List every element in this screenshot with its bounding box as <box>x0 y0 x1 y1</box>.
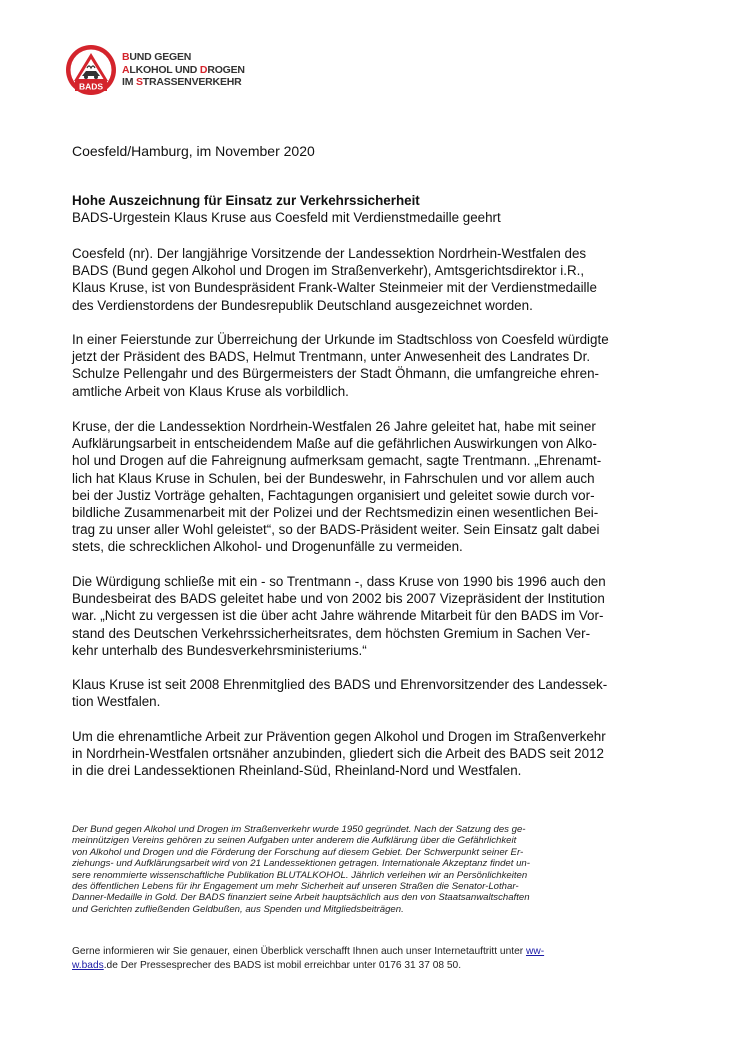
website-link-continued[interactable]: w.bads <box>72 959 104 971</box>
paragraph-intro: Coesfeld (nr). Der langjährige Vorsitzende der Landessektion Nordrhein-Westfalen des BADS (Bund gegen Alkohol und Drogen im Straßenverkehr), Amtsgerichtsdirektor i.R., Klaus Kruse, ist von Bundespräsident Frank-Walter Steinmeier mit der Verdienstmedaille des Verdienstordens der Bundesrepublik Deutschland ausgezeichnet worden. <box>72 246 597 313</box>
paragraph-ceremony: In einer Feierstunde zur Überreichung der Urkunde im Stadtschloss von Coesfeld würdigte jetzt der Präsident des BADS, Helmut Trentmann, unter Anwesenheit des Landrates Dr. Schulze Pellengahr und des Bürgermeisters der Stadt Öhmann, die umfangreiche ehren- amtliche Arbeit von Klaus Kruse als vorbildlich. <box>72 332 609 399</box>
paragraph-honorary: Klaus Kruse ist seit 2008 Ehrenmitglied des BADS und Ehrenvorsitzender des Landessek- tion Westfalen. <box>72 677 608 710</box>
website-link[interactable]: ww- <box>525 946 545 957</box>
headline: Hohe Auszeichnung für Einsatz zur Verkehrssicherheit <box>72 193 420 208</box>
bads-logo-icon <box>65 44 117 96</box>
paragraph-regions: Um die ehrenamtliche Arbeit zur Prävention gegen Alkohol und Drogen im Straßenverkehr in Nordrhein-Westfalen ortsnäher anzubinden, gliedert sich die Arbeit des BADS seit 2012 in die drei Landessektionen Rheinland-Süd, Rheinland-Nord und Westfalen. <box>72 729 606 779</box>
subheadline: BADS-Urgestein Klaus Kruse aus Coesfeld mit Verdienstmedaille geehrt <box>72 210 501 225</box>
logo-wordmark: BUND GEGEN ALKOHOL UND DROGEN IM STRASSENVERKEHR <box>122 51 245 88</box>
logo-badge-text: BADS <box>78 81 104 92</box>
dateline: Coesfeld/Hamburg, im November 2020 <box>72 143 315 159</box>
footer-contact: Gerne informieren wir Sie genauer, einen Überblick verschafft Ihnen auch unser Internetauftritt unter ww- w.bads.de Der Pressesprecher des BADS ist mobil erreichbar unter 0176 31 37 08 50. <box>72 946 545 971</box>
bads-logo[interactable] <box>65 44 265 96</box>
footer-about: Der Bund gegen Alkohol und Drogen im Straßenverkehr wurde 1950 gegründet. Nach der Satzung des ge- meinnützigen Vereins gehören zu seinen Aufgaben unter anderem die Aufklärung über die Gefährlichkeit von Alkohol und Drogen und die Förderung der Forschung auf diesem Gebiet. Der Schwerpunkt seiner Er- ziehungs- und Aufklärungsarbeit wird von 21 Landessektionen getragen. Internationale Akzeptanz findet un- sere renommierte wissenschaftliche Publikation BLUTALKOHOL. Jährlich verleihen wir an Persönlichkeiten des öffentlichen Lebens für ihr Engagement um mehr Sicherheit auf unseren Straßen die Senator-Lothar- Danner-Medaille in Gold. Der BADS finanziert seine Arbeit hauptsächlich aus den von Staatsanwaltschaften und Gerichten zufließenden Geldbußen, aus Spenden und Mitgliedsbeiträgen. <box>72 824 530 915</box>
paragraph-achievements: Kruse, der die Landessektion Nordrhein-Westfalen 26 Jahre geleitet hat, habe mit seiner Aufklärungsarbeit in entscheidendem Maße auf die gefährlichen Auswirkungen von Alko- hol und Drogen auf die Fahreignung aufmerksam gemacht, sagte Trentmann. „Ehrenamt- lich hat Klaus Kruse in Schulen, bei der Bundeswehr, in Fahrschulen und vor allem auch bei der Justiz Vorträge gehalten, Fachtagungen organisiert und geleitet sowie durch vor- bildliche Zusammenarbeit mit der Polizei und der Rechtsmedizin einen wesentlichen Bei- trag zu unser aller Wohl geleistet“, so der BADS-Präsident weiter. Sein Einsatz galt dabei stets, die schrecklichen Alkohol- und Drogenunfälle zu vermeiden. <box>72 419 602 555</box>
paragraph-career: Die Würdigung schließe mit ein - so Trentmann -, dass Kruse von 1990 bis 1996 auch den Bundesbeirat des BADS geleitet habe und von 2002 bis 2007 Vizepräsident der Institution war. „Nicht zu vergessen ist die über acht Jahre währende Mitarbeit für den BADS im Vor- stand des Deutschen Verkehrssicherheitsrates, dem höchsten Gremium in Sachen Ver- kehr unterhalb des Bundesverkehrsministeriums.“ <box>72 574 606 658</box>
